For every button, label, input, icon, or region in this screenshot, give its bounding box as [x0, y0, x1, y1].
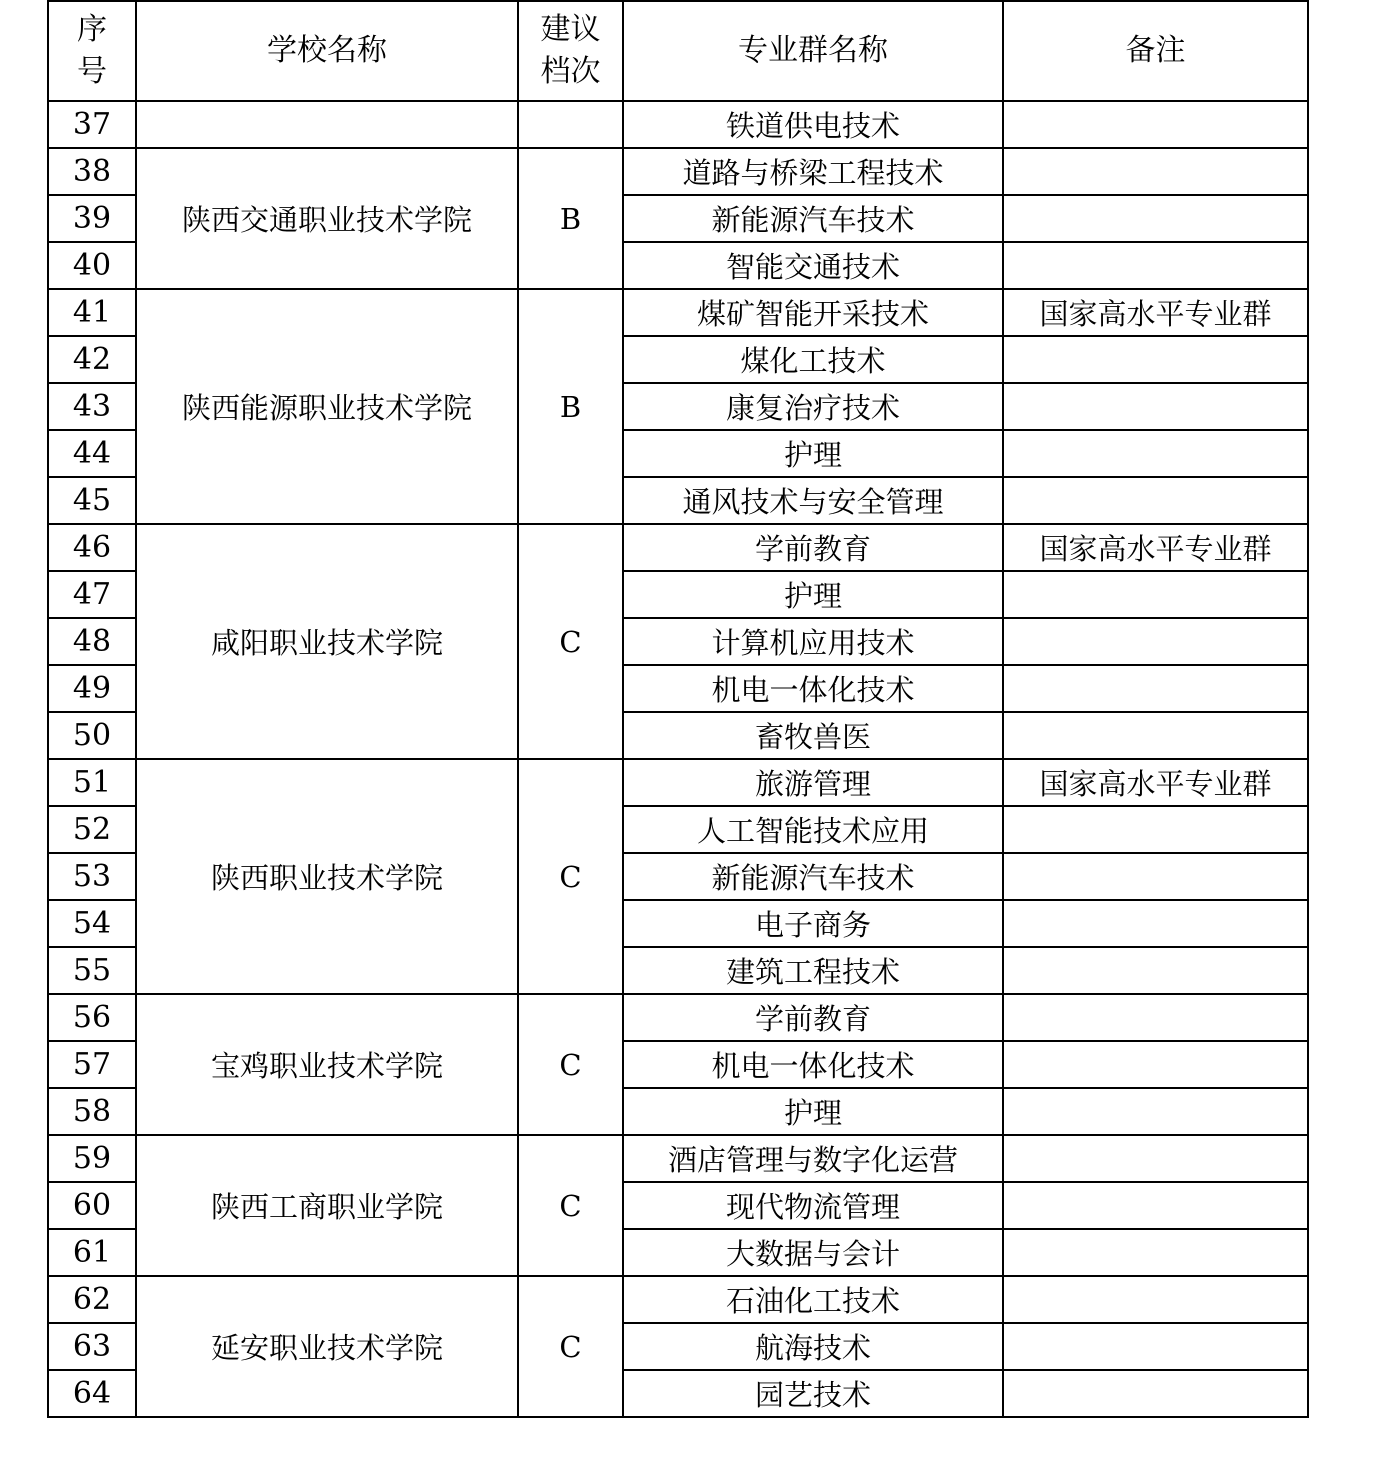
- major-group-name: 机电一体化技术: [623, 1041, 1003, 1088]
- school-name: 宝鸡职业技术学院: [136, 994, 518, 1135]
- major-group-name: 护理: [623, 1088, 1003, 1135]
- row-number: 40: [48, 242, 136, 289]
- major-group-name: 智能交通技术: [623, 242, 1003, 289]
- remark: [1003, 1276, 1308, 1323]
- remark: [1003, 853, 1308, 900]
- major-group-name: 计算机应用技术: [623, 618, 1003, 665]
- header-grade-line2: 档次: [540, 54, 601, 89]
- suggested-grade: [518, 101, 623, 148]
- header-school: 学校名称: [136, 1, 518, 101]
- major-group-name: 旅游管理: [623, 759, 1003, 806]
- row-number: 62: [48, 1276, 136, 1323]
- header-grade: [518, 1, 623, 101]
- major-group-name: 酒店管理与数字化运营: [623, 1135, 1003, 1182]
- header-grade-line1: 建议: [540, 12, 601, 47]
- school-name: 咸阳职业技术学院: [136, 524, 518, 759]
- row-number: 38: [48, 148, 136, 195]
- row-number: 50: [48, 712, 136, 759]
- remark: [1003, 195, 1308, 242]
- remark: [1003, 1323, 1308, 1370]
- remark: [1003, 430, 1308, 477]
- header-seq-line2: 号: [77, 54, 107, 89]
- row-number: 44: [48, 430, 136, 477]
- suggested-grade: C: [518, 994, 623, 1135]
- suggested-grade: C: [518, 1276, 623, 1417]
- major-group-name: 康复治疗技术: [623, 383, 1003, 430]
- major-group-name: 护理: [623, 430, 1003, 477]
- remark: [1003, 1135, 1308, 1182]
- major-group-name: 新能源汽车技术: [623, 195, 1003, 242]
- major-group-name: 石油化工技术: [623, 1276, 1003, 1323]
- row-number: 37: [48, 101, 136, 148]
- table-row: [48, 101, 1308, 148]
- school-name: 延安职业技术学院: [136, 1276, 518, 1417]
- major-group-name: 护理: [623, 571, 1003, 618]
- remark: [1003, 1041, 1308, 1088]
- row-number: 42: [48, 336, 136, 383]
- row-number: 57: [48, 1041, 136, 1088]
- major-group-name: 通风技术与安全管理: [623, 477, 1003, 524]
- table-row: [48, 1135, 1308, 1182]
- row-number: 41: [48, 289, 136, 336]
- row-number: 47: [48, 571, 136, 618]
- school-name: 陕西职业技术学院: [136, 759, 518, 994]
- suggested-grade: C: [518, 1135, 623, 1276]
- remark: [1003, 383, 1308, 430]
- major-group-name: 机电一体化技术: [623, 665, 1003, 712]
- major-group-name: 学前教育: [623, 994, 1003, 1041]
- major-group-name: 电子商务: [623, 900, 1003, 947]
- row-number: 51: [48, 759, 136, 806]
- remark: [1003, 806, 1308, 853]
- suggested-grade: C: [518, 524, 623, 759]
- major-group-name: 园艺技术: [623, 1370, 1003, 1417]
- header-seq-line1: 序: [77, 12, 107, 47]
- major-group-name: 大数据与会计: [623, 1229, 1003, 1276]
- row-number: 48: [48, 618, 136, 665]
- major-group-name: 学前教育: [623, 524, 1003, 571]
- major-group-name: 煤化工技术: [623, 336, 1003, 383]
- row-number: 53: [48, 853, 136, 900]
- major-group-name: 现代物流管理: [623, 1182, 1003, 1229]
- row-number: 52: [48, 806, 136, 853]
- remark: [1003, 571, 1308, 618]
- row-number: 64: [48, 1370, 136, 1417]
- remark: [1003, 242, 1308, 289]
- remark: [1003, 618, 1308, 665]
- row-number: 56: [48, 994, 136, 1041]
- row-number: 39: [48, 195, 136, 242]
- header-seq: [48, 1, 136, 101]
- suggested-grade: C: [518, 759, 623, 994]
- table-row: [48, 759, 1308, 806]
- row-number: 49: [48, 665, 136, 712]
- school-name: 陕西能源职业技术学院: [136, 289, 518, 524]
- major-group-name: 新能源汽车技术: [623, 853, 1003, 900]
- remark: [1003, 1229, 1308, 1276]
- row-number: 45: [48, 477, 136, 524]
- school-major-table: [47, 0, 1309, 1418]
- remark: [1003, 1370, 1308, 1417]
- remark: [1003, 336, 1308, 383]
- header-major: 专业群名称: [623, 1, 1003, 101]
- remark: [1003, 477, 1308, 524]
- school-name: [136, 101, 518, 148]
- row-number: 54: [48, 900, 136, 947]
- row-number: 60: [48, 1182, 136, 1229]
- major-group-name: 畜牧兽医: [623, 712, 1003, 759]
- row-number: 61: [48, 1229, 136, 1276]
- table-row: [48, 148, 1308, 195]
- row-number: 55: [48, 947, 136, 994]
- row-number: 43: [48, 383, 136, 430]
- table-row: [48, 289, 1308, 336]
- table-row: [48, 524, 1308, 571]
- major-group-name: 人工智能技术应用: [623, 806, 1003, 853]
- remark: [1003, 1088, 1308, 1135]
- suggested-grade: B: [518, 289, 623, 524]
- header-note: 备注: [1003, 1, 1308, 101]
- row-number: 46: [48, 524, 136, 571]
- school-name: 陕西工商职业学院: [136, 1135, 518, 1276]
- major-group-name: 航海技术: [623, 1323, 1003, 1370]
- header-row: [48, 1, 1308, 101]
- remark: 国家高水平专业群: [1003, 759, 1308, 806]
- major-group-name: 道路与桥梁工程技术: [623, 148, 1003, 195]
- remark: [1003, 994, 1308, 1041]
- remark: 国家高水平专业群: [1003, 289, 1308, 336]
- remark: [1003, 148, 1308, 195]
- remark: 国家高水平专业群: [1003, 524, 1308, 571]
- suggested-grade: B: [518, 148, 623, 289]
- row-number: 58: [48, 1088, 136, 1135]
- table-row: [48, 994, 1308, 1041]
- table-row: [48, 1276, 1308, 1323]
- major-group-name: 煤矿智能开采技术: [623, 289, 1003, 336]
- school-name: 陕西交通职业技术学院: [136, 148, 518, 289]
- table-body: [48, 101, 1308, 1417]
- remark: [1003, 712, 1308, 759]
- remark: [1003, 947, 1308, 994]
- remark: [1003, 1182, 1308, 1229]
- row-number: 63: [48, 1323, 136, 1370]
- row-number: 59: [48, 1135, 136, 1182]
- major-group-name: 铁道供电技术: [623, 101, 1003, 148]
- remark: [1003, 101, 1308, 148]
- major-group-name: 建筑工程技术: [623, 947, 1003, 994]
- remark: [1003, 900, 1308, 947]
- remark: [1003, 665, 1308, 712]
